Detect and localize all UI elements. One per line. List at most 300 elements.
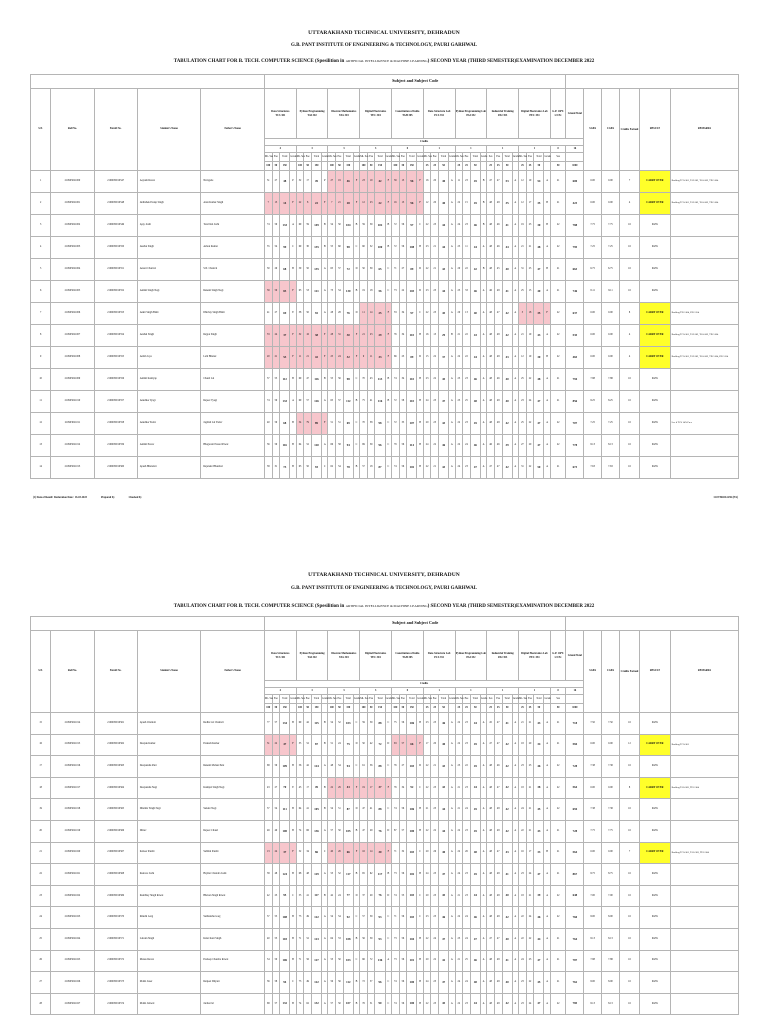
total-marks: 25 xyxy=(375,303,385,325)
sgpa: 8.00 xyxy=(584,972,602,994)
ese-marks: 56 xyxy=(399,907,407,929)
mid-marks: 69 xyxy=(360,435,368,457)
ese-marks: 13 xyxy=(399,193,407,215)
total-marks: 47 xyxy=(534,435,544,457)
ese-marks: 16 xyxy=(304,325,312,347)
credits-earned: 16 xyxy=(619,756,639,778)
grade: C xyxy=(385,907,391,929)
subject-credit: 3 xyxy=(328,146,360,153)
mid-marks: 54 xyxy=(328,713,336,735)
mid-marks: 76 xyxy=(391,777,399,799)
remarks: Backlog TCS-301 xyxy=(670,734,739,756)
grade: C xyxy=(385,972,391,994)
university-title: UTTARAKHAND TECHNICAL UNIVERSITY, DEHRADUN xyxy=(308,572,460,578)
ese-marks: 29 xyxy=(336,777,344,799)
sgpa: 7.00 xyxy=(584,885,602,907)
mid-marks: 46 xyxy=(487,435,495,457)
ese-marks: 58 xyxy=(336,435,344,457)
total-marks: 73 xyxy=(280,457,290,479)
total-marks: 30 xyxy=(375,842,385,864)
result: CARRY OVER xyxy=(640,842,671,864)
ese-marks: 52 xyxy=(304,734,312,756)
gp-marks: 22 xyxy=(550,413,566,435)
grand-total: 867 xyxy=(566,864,584,886)
grade: B xyxy=(322,885,328,907)
mid-marks: 56 xyxy=(264,435,272,457)
total-marks: 41 xyxy=(502,950,512,972)
remarks xyxy=(670,369,739,391)
grade: C xyxy=(353,413,359,435)
enroll-number: 2109030010563 xyxy=(94,756,137,778)
mid-marks: 47 xyxy=(360,799,368,821)
ese-marks: 29 xyxy=(272,259,280,281)
grade: C xyxy=(417,777,423,799)
serial-number: 22 xyxy=(31,864,51,886)
total-marks: 42 xyxy=(375,171,385,193)
total-marks: 92 xyxy=(407,777,417,799)
total-marks: 42 xyxy=(502,993,512,1015)
mid-marks: 48 xyxy=(487,777,495,799)
mid-marks: 22 xyxy=(455,734,463,756)
father-name: Tara Dutt Joshi xyxy=(201,215,265,237)
ese-marks: 23 xyxy=(431,413,439,435)
grade: A xyxy=(449,303,455,325)
enroll-number: 2109030010559 xyxy=(94,435,137,457)
mid-marks: 21 xyxy=(519,713,527,735)
mid-marks: 24 xyxy=(423,864,431,886)
ese-marks: 54 xyxy=(336,756,344,778)
cgpa: 0.00 xyxy=(602,734,620,756)
total-marks: 42 xyxy=(502,756,512,778)
mid-marks: 45 xyxy=(487,713,495,735)
ese-marks: 47 xyxy=(304,369,312,391)
grade: A xyxy=(322,864,328,886)
remarks: Backlog TCS-301, TAI-302, TAS-303, TEC-304 xyxy=(670,193,739,215)
ese-marks: 23 xyxy=(463,171,471,193)
grade: C xyxy=(385,435,391,457)
mid-marks: 23 xyxy=(423,907,431,929)
cgpa: 0.00 xyxy=(602,777,620,799)
total-marks: 44 xyxy=(470,713,480,735)
grade: A xyxy=(512,885,518,907)
grade: A xyxy=(449,713,455,735)
cgpa: 0.00 xyxy=(602,193,620,215)
grade: A xyxy=(385,950,391,972)
grade: A xyxy=(512,171,518,193)
total-marks: 45 xyxy=(439,885,449,907)
mid-marks: 69 xyxy=(296,237,304,259)
ese-marks: 48 xyxy=(494,993,502,1015)
cgpa: 7.63 xyxy=(602,457,620,479)
ese-marks: 50 xyxy=(272,950,280,972)
ese-marks: 33 xyxy=(463,281,471,303)
grade: A xyxy=(290,391,296,413)
ese-marks: 38 xyxy=(367,413,375,435)
mid-marks: 60 xyxy=(360,237,368,259)
mid-marks: 33 xyxy=(264,325,272,347)
grade: A xyxy=(480,756,486,778)
mid-marks: 69 xyxy=(296,369,304,391)
mid-marks: 25 xyxy=(328,347,336,369)
grade: B xyxy=(385,215,391,237)
ese-marks: 59 xyxy=(367,907,375,929)
ese-marks: 56 xyxy=(399,993,407,1015)
grade: D xyxy=(417,347,423,369)
mid-marks: 48 xyxy=(487,259,495,281)
total-marks: 43 xyxy=(439,777,449,799)
grade: A xyxy=(449,347,455,369)
ese-marks: 23 xyxy=(463,777,471,799)
mid-marks: 21 xyxy=(423,799,431,821)
cgpa: 7.75 xyxy=(602,215,620,237)
result: PASS xyxy=(640,391,671,413)
subject-credit: 1 xyxy=(519,688,551,695)
mid-marks: 65 xyxy=(328,391,336,413)
grade: B xyxy=(417,950,423,972)
credits-earned: 16 xyxy=(619,885,639,907)
ese-marks: 13 xyxy=(399,171,407,193)
ese-marks: 22 xyxy=(431,435,439,457)
gp-credit: 0 xyxy=(550,688,566,695)
mid-marks: 43 xyxy=(296,777,304,799)
gp-marks: 22 xyxy=(550,756,566,778)
grade: C xyxy=(353,907,359,929)
grand-total: 794 xyxy=(566,369,584,391)
total-marks: 47 xyxy=(439,928,449,950)
total-marks: 14 xyxy=(280,193,290,215)
grade: B xyxy=(290,799,296,821)
roll-number: 210903021018 xyxy=(51,799,94,821)
total-marks: 35 xyxy=(534,303,544,325)
ese-marks: 56 xyxy=(367,756,375,778)
total-marks: 69 xyxy=(280,303,290,325)
sgpa: 8.13 xyxy=(584,928,602,950)
ese-marks: 24 xyxy=(431,928,439,950)
total-marks: 43 xyxy=(534,713,544,735)
total-marks: 77 xyxy=(343,885,353,907)
total-marks: 48 xyxy=(470,391,480,413)
cgpa: 8.13 xyxy=(602,928,620,950)
subject-header: Digital Electronics Lab PEC 354 xyxy=(519,631,551,681)
total-marks: 89 xyxy=(311,413,321,435)
father-name: Rajender Bhandari xyxy=(201,457,265,479)
ese-marks: 56 xyxy=(399,864,407,886)
grade: B xyxy=(290,435,296,457)
grade: A xyxy=(480,413,486,435)
total-marks: 87 xyxy=(375,457,385,479)
total-marks: 69 xyxy=(343,413,353,435)
total-marks: 68 xyxy=(280,413,290,435)
total-marks: 45 xyxy=(439,993,449,1015)
grade: F xyxy=(417,734,423,756)
ese-marks: 56 xyxy=(399,215,407,237)
ese-marks: 11 xyxy=(463,237,471,259)
mid-marks: 12 xyxy=(423,193,431,215)
mid-marks: 23 xyxy=(423,369,431,391)
total-marks: 103 xyxy=(407,907,417,929)
result: PASS xyxy=(640,864,671,886)
mid-marks: 22 xyxy=(455,820,463,842)
mid-marks: 49 xyxy=(264,820,272,842)
ese-marks: 24 xyxy=(463,972,471,994)
grade: A xyxy=(544,435,550,457)
ese-marks: 56 xyxy=(336,972,344,994)
ese-marks: 50 xyxy=(336,950,344,972)
grade: A xyxy=(322,928,328,950)
mid-marks: 40 xyxy=(264,928,272,950)
cgpa: 6.75 xyxy=(602,259,620,281)
subject-header: Constitution of India TAH 305 xyxy=(391,89,423,139)
result: PASS xyxy=(640,413,671,435)
remarks xyxy=(670,972,739,994)
mid-marks: 32 xyxy=(296,171,304,193)
grade: B xyxy=(290,907,296,929)
mid-marks: 76 xyxy=(391,325,399,347)
grade: C xyxy=(353,756,359,778)
serial-number: 26 xyxy=(31,950,51,972)
ese-marks: 23 xyxy=(431,907,439,929)
grade: A xyxy=(480,347,486,369)
mid-marks: 48 xyxy=(487,369,495,391)
ese-marks: 21 xyxy=(526,820,534,842)
total-marks: 100 xyxy=(375,237,385,259)
grade: A xyxy=(449,281,455,303)
credits-earned: 16 xyxy=(619,713,639,735)
total-marks: 100 xyxy=(407,993,417,1015)
grade: E xyxy=(290,303,296,325)
credits-earned: 16 xyxy=(619,413,639,435)
enroll-number: 2109030010569 xyxy=(94,885,137,907)
grade: C xyxy=(290,237,296,259)
student-name: Ankit Singh Bisht xyxy=(137,303,201,325)
mid-marks: 57 xyxy=(328,820,336,842)
mid-marks: 22 xyxy=(455,413,463,435)
grade: A xyxy=(512,303,518,325)
mid-marks: 74 xyxy=(391,885,399,907)
student-row xyxy=(31,820,739,842)
grand-total: 663 xyxy=(566,259,584,281)
ese-marks: 54 xyxy=(336,457,344,479)
cgpa: 0.00 xyxy=(602,842,620,864)
mid-marks: 28 xyxy=(328,303,336,325)
mid-marks: 66 xyxy=(360,950,368,972)
cgpa: 7.38 xyxy=(602,799,620,821)
serial-number: 2 xyxy=(31,193,51,215)
sgpa: 0.00 xyxy=(584,171,602,193)
grade: A xyxy=(544,713,550,735)
total-marks: 40 xyxy=(502,391,512,413)
total-marks: 53 xyxy=(502,171,512,193)
mid-marks: 71 xyxy=(391,907,399,929)
ese-marks: 52 xyxy=(304,435,312,457)
mid-marks: 23 xyxy=(519,391,527,413)
mid-marks: 55 xyxy=(328,369,336,391)
ese-marks: 23 xyxy=(526,215,534,237)
grade: A xyxy=(449,907,455,929)
grade: B xyxy=(353,928,359,950)
mid-marks: 22 xyxy=(423,259,431,281)
mid-marks: 24 xyxy=(519,799,527,821)
grade: B xyxy=(417,820,423,842)
ese-marks: 29 xyxy=(367,820,375,842)
serial-number: 3 xyxy=(31,215,51,237)
gp-marks: 21 xyxy=(550,369,566,391)
total-marks: 98 xyxy=(343,237,353,259)
grade: A xyxy=(544,885,550,907)
total-marks: 43 xyxy=(502,347,512,369)
ese-marks: 23 xyxy=(463,885,471,907)
credits-earned: 7 xyxy=(619,842,639,864)
ese-marks: 50 xyxy=(304,303,312,325)
grade: B xyxy=(290,713,296,735)
ese-marks: 56 xyxy=(336,369,344,391)
ese-marks: 53 xyxy=(272,928,280,950)
student-name: Mohit Jaiswal xyxy=(137,993,201,1015)
ese-marks: 50 xyxy=(336,993,344,1015)
mid-marks: 12 xyxy=(519,171,527,193)
gp-marks: 21 xyxy=(550,281,566,303)
ese-marks: 27 xyxy=(399,756,407,778)
subject-header: Industrial Training PAI 353 xyxy=(487,89,519,139)
ese-marks: 22 xyxy=(526,369,534,391)
mid-marks: 25 xyxy=(519,281,527,303)
total-marks: 99 xyxy=(280,237,290,259)
mid-marks: 70 xyxy=(360,369,368,391)
grade: A xyxy=(512,907,518,929)
total-marks: 37 xyxy=(280,842,290,864)
grand-total: 728 xyxy=(566,756,584,778)
mid-marks: 22 xyxy=(519,907,527,929)
remarks: Lec 4 TCS 14% Prev xyxy=(670,413,739,435)
sgpa: 7.50 xyxy=(584,713,602,735)
student-name: Ayush Bhandari xyxy=(137,457,201,479)
total-marks: 48 xyxy=(280,171,290,193)
grade: B xyxy=(417,237,423,259)
total-marks: 43 xyxy=(534,820,544,842)
total-marks: 44 xyxy=(439,820,449,842)
gp-marks: 22 xyxy=(550,885,566,907)
student-name: Akshat Singh xyxy=(137,237,201,259)
ese-marks: 48 xyxy=(494,391,502,413)
serial-number: 18 xyxy=(31,777,51,799)
mid-marks: 25 xyxy=(519,413,527,435)
ese-marks: 50 xyxy=(336,820,344,842)
sgpa: 0.00 xyxy=(584,347,602,369)
mid-marks: 63 xyxy=(296,457,304,479)
mid-marks: 15 xyxy=(423,347,431,369)
total-marks: 46 xyxy=(470,369,480,391)
grade: F xyxy=(353,347,359,369)
student-row xyxy=(31,928,739,950)
mid-marks: 71 xyxy=(296,928,304,950)
mid-marks: 56 xyxy=(328,972,336,994)
total-marks: 116 xyxy=(311,369,321,391)
cgpa: 7.00 xyxy=(602,885,620,907)
mid-marks: 12 xyxy=(519,347,527,369)
credits-earned: 16 xyxy=(619,864,639,886)
gp-marks: 22 xyxy=(550,777,566,799)
total-marks: 29 xyxy=(375,325,385,347)
grade: B xyxy=(353,457,359,479)
mid-marks: 47 xyxy=(487,928,495,950)
grade: A xyxy=(512,391,518,413)
mid-marks: 47 xyxy=(487,734,495,756)
father-name: Radha Lal Chamoli xyxy=(201,713,265,735)
grade: B xyxy=(322,799,328,821)
total-marks: 47 xyxy=(534,413,544,435)
subject-header: Python Programming TAI 302 xyxy=(296,89,328,139)
grade: F xyxy=(353,842,359,864)
total-marks: 106 xyxy=(407,713,417,735)
enroll-number: 2109030010561 xyxy=(94,713,137,735)
col-sgpa: SGPA xyxy=(584,631,602,713)
subject-header: Digital Electronics TEC 304 xyxy=(360,631,392,681)
ese-marks: 46 xyxy=(494,215,502,237)
mid-marks: 73 xyxy=(296,972,304,994)
ese-marks: 54 xyxy=(272,799,280,821)
total-marks: 43 xyxy=(439,756,449,778)
result: PASS xyxy=(640,259,671,281)
mid-marks: 50 xyxy=(360,734,368,756)
student-name: Dhanbir Singh Negi xyxy=(137,799,201,821)
grand-total: 465 xyxy=(566,347,584,369)
student-row xyxy=(31,993,739,1015)
mid-marks: 23 xyxy=(455,928,463,950)
ese-marks: 56 xyxy=(399,713,407,735)
total-marks: 103 xyxy=(407,885,417,907)
grade: B xyxy=(353,820,359,842)
subject-header: Constitution of India TAH 305 xyxy=(391,631,423,681)
student-name: Kunthley Singh Rawat xyxy=(137,885,201,907)
mid-marks: 48 xyxy=(487,820,495,842)
ese-marks: 53 xyxy=(304,281,312,303)
student-row xyxy=(31,391,739,413)
student-row xyxy=(31,369,739,391)
mid-marks: 48 xyxy=(487,413,495,435)
sgpa: 0.00 xyxy=(584,325,602,347)
mid-marks: 54 xyxy=(328,907,336,929)
student-row xyxy=(31,171,739,193)
grade: A xyxy=(544,457,550,479)
grade: A xyxy=(512,864,518,886)
ese-marks: 49 xyxy=(272,820,280,842)
roll-number: 210903021013 xyxy=(51,457,94,479)
ese-marks: 24 xyxy=(336,885,344,907)
total-marks: 38 xyxy=(534,777,544,799)
grand-total: 762 xyxy=(566,972,584,994)
grade: B xyxy=(417,799,423,821)
result-sheet-page-2 xyxy=(0,512,768,1012)
grade: A xyxy=(512,734,518,756)
total-marks: 108 xyxy=(343,928,353,950)
mid-marks: 59 xyxy=(264,281,272,303)
father-name: Kushpal Singh Negi xyxy=(201,777,265,799)
student-row xyxy=(31,950,739,972)
mid-marks: 11 xyxy=(360,303,368,325)
col-student-name: Student's Name xyxy=(137,631,201,713)
ese-marks: 58 xyxy=(399,391,407,413)
grade: A xyxy=(449,972,455,994)
grade: F xyxy=(544,303,550,325)
ese-marks: 23 xyxy=(463,713,471,735)
ese-marks: 57 xyxy=(272,993,280,1015)
total-marks: 130 xyxy=(343,281,353,303)
mid-marks: 48 xyxy=(487,799,495,821)
enroll-number: 2109030010554 xyxy=(94,325,137,347)
serial-number: 8 xyxy=(31,325,51,347)
grade: F xyxy=(322,413,328,435)
enroll-number: 2109030010574 xyxy=(94,993,137,1015)
